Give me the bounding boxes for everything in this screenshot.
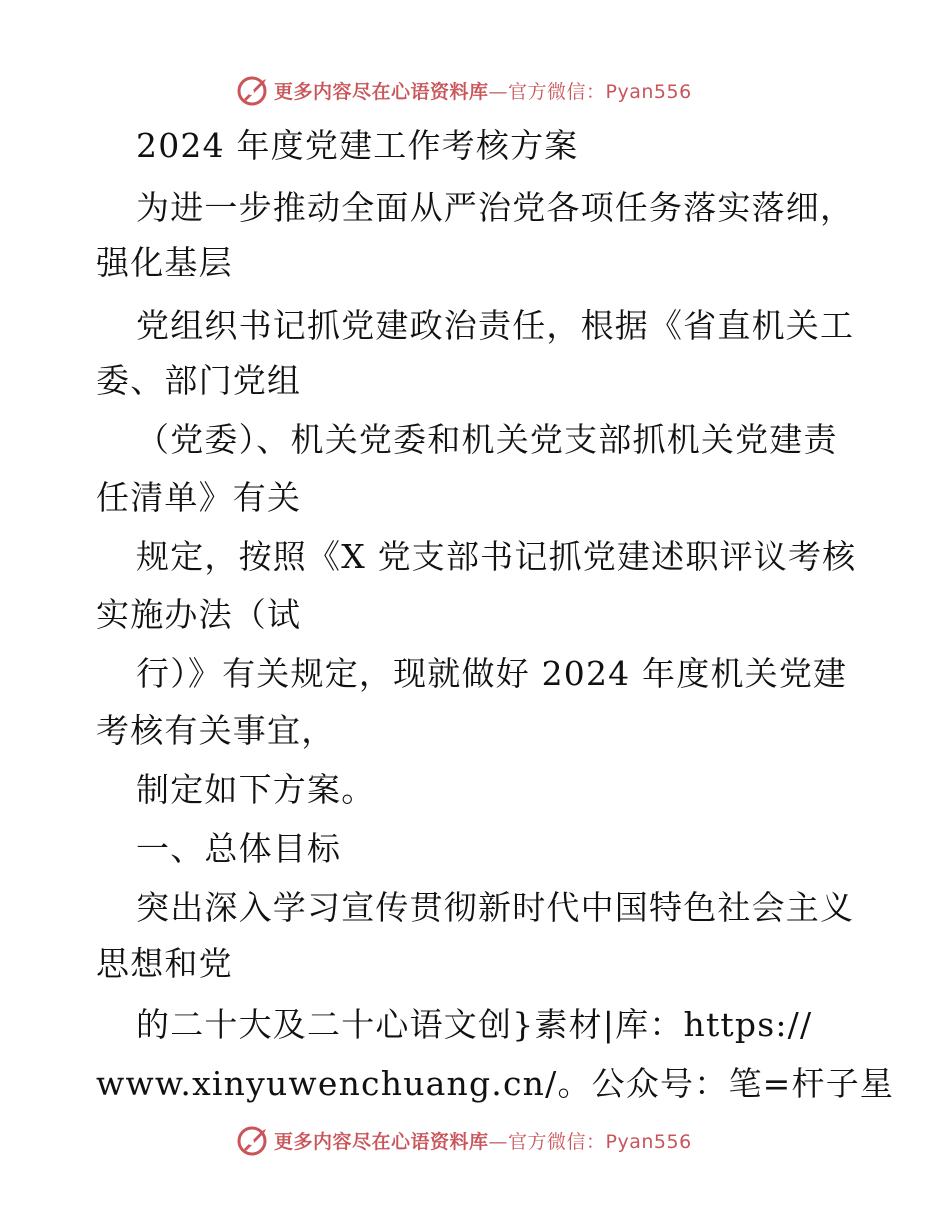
- watermark-main: 更多内容尽在心语资料库: [274, 1130, 489, 1153]
- watermark-footer: [236, 1122, 692, 1158]
- watermark-separator: —: [488, 1130, 509, 1153]
- paragraph-line: 行）》有关规定，现就做好 2024 年度机关党建: [136, 654, 848, 693]
- watermark-text: [274, 1127, 692, 1154]
- paragraph-line: 考核有关事宜，: [96, 711, 336, 750]
- paragraph-line: 党组织书记抓党建政治责任，根据《省直机关工: [136, 306, 855, 345]
- document-title: 2024 年度党建工作考核方案: [136, 126, 579, 165]
- paragraph-line: 突出深入学习宣传贯彻新时代中国特色社会主义: [136, 888, 855, 927]
- paragraph-line: （党委）、机关党委和机关党支部抓机关党建责: [136, 420, 838, 459]
- pen-logo-icon: [236, 1123, 270, 1157]
- section-heading: 一、总体目标: [136, 829, 342, 868]
- watermark-header: [236, 72, 692, 108]
- watermark-main: 更多内容尽在心语资料库: [274, 80, 489, 103]
- watermark-contact: 官方微信：Pyan556: [508, 80, 692, 103]
- watermark-text: [274, 77, 692, 104]
- paragraph-line: 强化基层: [96, 243, 233, 282]
- pen-logo-icon: [236, 73, 270, 107]
- paragraph-line: 委、部门党组: [96, 361, 302, 400]
- paragraph-line: 实施办法（试: [96, 595, 302, 634]
- paragraph-line: 任清单》有关: [96, 478, 302, 517]
- paragraph-line: 制定如下方案。: [136, 770, 376, 809]
- paragraph-line: 规定，按照《X 党支部书记抓党建述职评议考核: [136, 537, 857, 576]
- watermark-separator: —: [488, 80, 509, 103]
- paragraph-line: 思想和党: [96, 944, 233, 983]
- paragraph-line: 为进一步推动全面从严治党各项任务落实落细，: [136, 188, 855, 227]
- paragraph-line: 的二十大及二十心语文创}素材|库：https://: [136, 1005, 813, 1044]
- paragraph-line: www.xinyuwenchuang.cn/。公众号：笔=杆子星: [96, 1064, 895, 1103]
- watermark-contact: 官方微信：Pyan556: [508, 1130, 692, 1153]
